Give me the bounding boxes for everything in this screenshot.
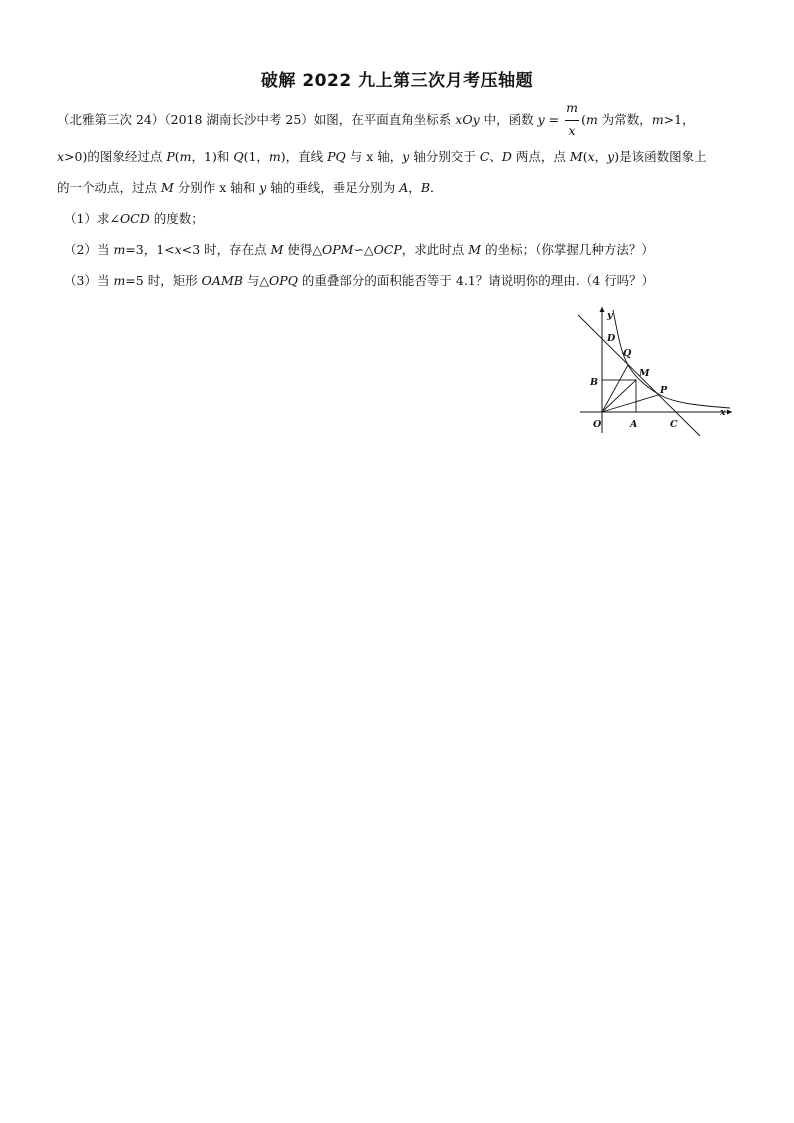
text: =5 时，矩形 (125, 273, 202, 288)
question-2 (64, 242, 654, 258)
text: 的坐标；（你掌握几种方法？） (481, 242, 654, 257)
text: >1， (663, 112, 695, 127)
text: ∽△ (353, 242, 374, 257)
text: OPQ (269, 273, 298, 288)
text: 中，函数 (479, 112, 538, 127)
text: OPM (322, 242, 354, 257)
text: y (402, 149, 410, 164)
text: >0)的图象经过点 (64, 149, 167, 164)
text: M (270, 242, 284, 257)
problem-line-2 (57, 149, 707, 165)
text: xOy (455, 112, 480, 127)
text: 的一个动点，过点 (57, 180, 161, 195)
y-axis-arrow (600, 307, 605, 312)
text: m (179, 149, 192, 164)
label-d: D (607, 333, 616, 344)
label-o: O (593, 419, 602, 430)
text: 分别作 x 轴和 (173, 180, 260, 195)
text: 两点，点 (511, 149, 570, 164)
text: m (585, 112, 598, 127)
text: C (479, 149, 490, 164)
question-3 (64, 273, 654, 289)
text: OAMB (201, 273, 243, 288)
text: P (166, 149, 175, 164)
fraction-numerator: m (566, 99, 578, 115)
text: x (587, 149, 595, 164)
fraction-bar (565, 120, 579, 121)
label-b: B (590, 377, 599, 388)
text: Q (233, 149, 244, 164)
label-m: M (639, 368, 650, 379)
geometry-figure (574, 305, 738, 437)
text: )，直线 (280, 149, 328, 164)
text: 轴分别交于 (409, 149, 480, 164)
text: x (57, 149, 65, 164)
text: y (537, 112, 545, 127)
text: ． (430, 180, 443, 195)
label-p: P (660, 385, 668, 396)
text: m (113, 242, 126, 257)
text: 的重叠部分的面积能否等于 4.1？请说明你的理由.（4 行吗？） (297, 273, 655, 288)
text: M (569, 149, 583, 164)
text: ，1)和 (191, 149, 234, 164)
text: )是该函数图象上 (614, 149, 707, 164)
fraction-m-over-x (564, 99, 580, 138)
text: m (113, 273, 126, 288)
page-title: 破解 2022 九上第三次月考压轴题 (260, 71, 534, 91)
text: 使得△ (283, 242, 322, 257)
text: y (607, 149, 615, 164)
text: A (399, 180, 409, 195)
text: （3）当 (64, 273, 114, 288)
label-q: Q (623, 348, 632, 359)
text: m (268, 149, 281, 164)
text: ( (581, 112, 586, 127)
text: 与 x 轴， (345, 149, 403, 164)
text: （北雅第三次 24）（2018 湖南长沙中考 25）如图，在平面直角坐标系 (57, 112, 456, 127)
text: 的度数； (149, 211, 204, 226)
text: 、 (489, 149, 502, 164)
text: M (160, 180, 174, 195)
label-y-axis: y (607, 310, 613, 321)
problem-line-1 (57, 99, 695, 138)
fraction-denominator: x (568, 122, 576, 138)
text: D (501, 149, 512, 164)
text: x (174, 242, 182, 257)
text: M (468, 242, 482, 257)
problem-line-3 (57, 180, 443, 196)
text: <3 时，存在点 (181, 242, 271, 257)
label-c: C (670, 419, 678, 430)
text: 轴的垂线，垂足分别为 (266, 180, 400, 195)
text: ( (174, 149, 180, 164)
label-a: A (630, 419, 638, 430)
text: (1， (243, 149, 269, 164)
text: ， (594, 149, 608, 164)
text: B (420, 180, 430, 195)
text: （1）求∠ (64, 211, 120, 226)
label-x-axis: x (720, 407, 726, 418)
x-axis-arrow (727, 410, 732, 415)
text: OCP (373, 242, 402, 257)
hyperbola-curve (613, 310, 730, 408)
text: OCD (119, 211, 150, 226)
text: 为常数， (597, 112, 652, 127)
geometry-svg (574, 305, 738, 437)
text: ， (408, 180, 421, 195)
text: y (259, 180, 267, 195)
question-1 (64, 211, 204, 227)
text: PQ (327, 149, 346, 164)
text: = (544, 112, 564, 127)
text: ( (582, 149, 588, 164)
text: m (651, 112, 664, 127)
text: ，求此时点 (401, 242, 469, 257)
text: 与△ (242, 273, 270, 288)
text: （2）当 (64, 242, 114, 257)
text: =3，1< (125, 242, 175, 257)
